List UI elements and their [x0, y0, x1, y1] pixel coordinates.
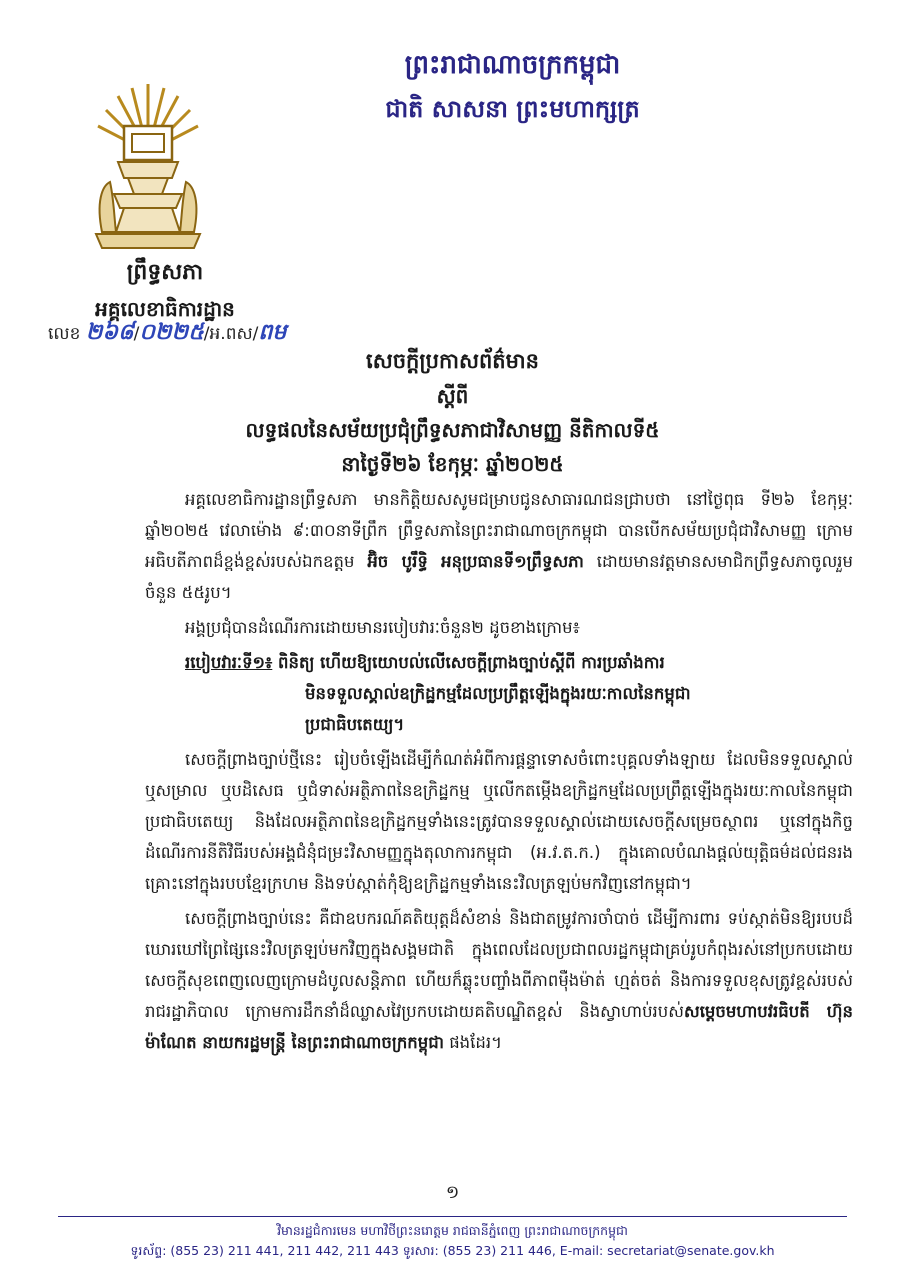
org-department: អគ្គលេខាធិការដ្ឋាន [95, 297, 235, 321]
agenda-text-1: ពិនិត្យ ហើយឱ្យយោបល់លើសេចក្តីព្រាងច្បាប់ស្តីពី ការប្រឆាំងការ [272, 653, 665, 672]
reference-office: /អ.ពស/ [203, 324, 259, 344]
footer [0, 1221, 905, 1261]
title-line-3: លទ្ធផលនៃសម័យប្រជុំព្រឹទ្ធសភាជាវិសាមញ្ញ នីតិកាលទី៥ [245, 418, 660, 442]
footer-contact: ទូរស័ព្ទ: (855 23) 211 441, 211 442, 211 443 ទូរសារ: (855 23) 211 446, E-mail: secretariat@senate.gov.kh [130, 1243, 775, 1258]
agenda-label: របៀបវារៈទី១៖ [185, 653, 273, 672]
paragraph-2: អង្គប្រជុំបានដំណើរការដោយមានរបៀបវារៈចំនួន២ ដូចខាងក្រោម៖ [185, 618, 580, 637]
title-line-1: សេចក្តីប្រកាសព័ត៌មាន [366, 349, 539, 373]
agenda-item-1 [185, 647, 853, 740]
reference-number: លេខ ២៦៨/០២២៥/អ.ពស/ពម [48, 319, 287, 345]
title-line-4: នាថ្ងៃទី២៦ ខែកុម្ភៈ ឆ្នាំ២០២៥ [341, 452, 564, 476]
paragraph-1-bold: អ៊ិច បូរឹទ្ធិ អនុប្រធានទី១ព្រឹទ្ធសភា [367, 552, 584, 571]
footer-divider [58, 1216, 847, 1217]
paragraph-1 [145, 484, 853, 608]
page-number: ១ [445, 1182, 460, 1203]
national-motto: ជាតិ សាសនា ព្រះមហាក្សត្រ [385, 94, 640, 123]
org-name: ព្រឹទ្ធសភា [126, 260, 204, 285]
paragraph-4-bold: សម្តេចមហាបវរធិបតី ហ៊ុន ម៉ាណែត នាយករដ្ឋមន្ត្រី នៃព្រះរាជាណាចក្រកម្ពុជា [145, 1002, 853, 1052]
paragraph-1-tail: ដោយមានវត្តមានសមាជិកព្រឹទ្ធសភាចូលរួមចំនួន ៥៥រូប។ [145, 552, 854, 602]
paragraph-4-text: សេចក្តីព្រាងច្បាប់នេះ គឺជាឧបករណ៍គតិយុត្តដ៏សំខាន់ និងជាតម្រូវការចាំបាច់ ដើម្បីការពារ ទប់ស្កាត់មិនឱ្យរបបដ៏ឃោរឃៅព្រៃផ្សៃនេះវិលត្រឡប់មកវិញក្នុងសង្គមជាតិ ក្នុងពេលដែលប្រជាពលរដ្ឋកម្ពុជាគ្រប់រូបកំពុងរស់នៅប្រកបដោយសេចក្តីសុខពេញលេញក្រោមដំបូលសន្តិភាព ហើយក៏ឆ្លុះបញ្ចាំងពីភាពម៉ឺងម៉ាត់ ហ្មត់ចត់ និងការទទួលខុសត្រូវខ្ពស់របស់រាជរដ្ឋាភិបាល ក្រោមការដឹកនាំដ៏ឈ្លាសវៃប្រកបដោយគតិបណ្ឌិតខ្ពស់ និងស្វាហាប់របស់ [145, 909, 853, 1021]
agenda-text-2: មិនទទួលស្គាល់ឧក្រិដ្ឋកម្មដែលប្រព្រឹត្តឡើងក្នុងរយៈកាលនៃកម្ពុជា [305, 684, 691, 703]
reference-handwritten-number: ២៦៨ [85, 319, 134, 345]
reference-handwritten-code: ពម [258, 319, 287, 345]
paragraph-4 [145, 903, 853, 1058]
paragraph-3: សេចក្តីព្រាងច្បាប់ថ្មីនេះ រៀបចំឡើងដើម្បីកំណត់អំពីការផ្តន្ទាទោសចំពោះបុគ្គលទាំងឡាយ ដែលមិនទទួលស្គាល់ ឬសម្រាល ឬបដិសេធ ឬជំទាស់អត្ថិភាពនៃឧក្រិដ្ឋកម្ម ឬលើកតម្កើងឧក្រិដ្ឋកម្មដែលប្រព្រឹត្តឡើងក្នុងរយៈកាលនៃកម្ពុជាប្រជាធិបតេយ្យ និងដែលអត្ថិភាពនៃឧក្រិដ្ឋកម្មទាំងនេះត្រូវបានទទួលស្គាល់ដោយសេចក្តីសម្រេចស្ថាពរ ឬនៅក្នុងកិច្ចដំណើរការនីតិវិធីរបស់អង្គជំនុំជម្រះវិសាមញ្ញក្នុងតុលាការកម្ពុជា (អ.វ.ត.ក.) ក្នុងគោលបំណងផ្តល់យុត្តិធម៌ដល់ជនរងគ្រោះនៅក្នុងរបបខ្មែរក្រហម និងទប់ស្កាត់កុំឱ្យឧក្រិដ្ឋកម្មទាំងនេះវិលត្រឡប់មកវិញនៅកម្ពុជា។ [145, 750, 853, 893]
reference-handwritten-date: ០២២៥ [139, 319, 204, 345]
title-line-2: ស្តីពី [436, 384, 469, 408]
senate-emblem-icon [88, 82, 208, 252]
reference-prefix: លេខ [48, 324, 81, 344]
document-title [0, 348, 905, 481]
kingdom-title: ព្រះរាជាណាចក្រកម្ពុជា [404, 50, 621, 80]
footer-address: វិមានរដ្ឋជំការមេន មហាវិថីព្រះនរោត្តម រាជធានីភ្នំពេញ ព្រះរាជាណាចក្រកម្ពុជា [277, 1223, 628, 1238]
issuing-organization [50, 258, 280, 326]
paragraph-1-text: អគ្គលេខាធិការដ្ឋានព្រឹទ្ធសភា មានកិត្តិយសសូមជម្រាបជូនសាធារណជនជ្រាបថា នៅថ្ងៃពុធ ទី២៦ ខែកុម្ភៈ ឆ្នាំ២០២៥ វេលាម៉ោង ៩:៣០នាទីព្រឹក ព្រឹទ្ធសភានៃព្រះរាជាណាចក្រកម្ពុជា បានបើកសម័យប្រជុំជាវិសាមញ្ញ ក្រោមអធិបតីភាពដ៏ខ្ពង់ខ្ពស់របស់ឯកឧត្តម [145, 490, 853, 571]
agenda-text-3: ប្រជាធិបតេយ្យ។ [305, 715, 405, 734]
document-body [145, 484, 854, 1062]
paragraph-4-tail: ផងដែរ។ [443, 1033, 502, 1052]
